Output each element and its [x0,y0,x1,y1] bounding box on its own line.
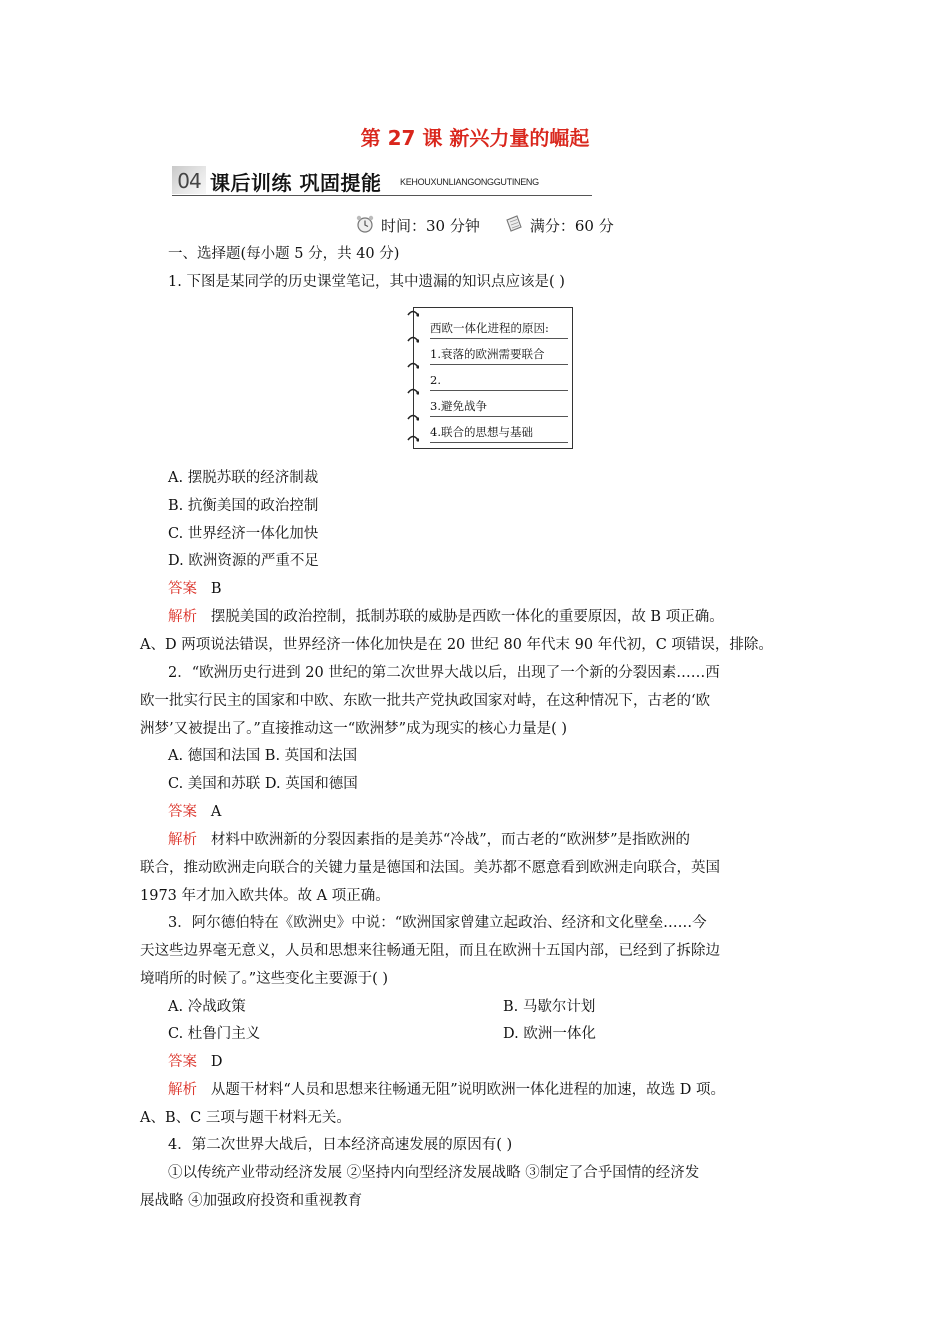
answer-value: A [210,804,222,820]
analysis-text: 材料中欧洲新的分裂因素指的是美苏“冷战”，而古老的“欧洲梦”是指欧洲的 [210,832,690,848]
banner-text: 课后训练 巩固提能 [210,171,382,195]
note-line: 2. [430,364,568,391]
note-line: 西欧一体化进程的原因: [430,312,568,339]
notebook-figure [413,307,573,449]
q1-option-a: A. 摆脱苏联的经济制裁 [168,470,319,486]
answer-value: D [210,1054,223,1070]
q3-analysis-cont: A、B、C 三项与题干材料无关。 [140,1110,351,1126]
ring-icon [407,414,419,424]
answer-label: 答案 [168,1054,197,1070]
ring-icon [407,310,419,320]
q1-option-d: D. 欧洲资源的严重不足 [168,553,319,569]
banner-subtitle: KEHOUXUNLIANGONGGUTINENG [400,177,539,187]
ring-icon [407,435,419,445]
q2-analysis-cont: 1973 年才加入欧共体。故 A 项正确。 [140,888,390,904]
q2-answer [168,800,221,821]
answer-value: B [210,581,222,597]
exam-meta [355,214,614,238]
q1-analysis [168,605,724,626]
banner-rule [172,195,592,196]
q3-answer [168,1050,222,1071]
page-title: 第 27 课 新兴力量的崛起 [360,126,590,150]
analysis-label: 解析 [168,609,197,625]
time-limit: 时间：30 分钟 [381,217,480,235]
q3-stem: 3．阿尔德伯特在《欧洲史》中说：“欧洲国家曾建立起政治、经济和文化壁垒……今 [168,915,707,931]
analysis-label: 解析 [168,1082,197,1098]
clock-icon [355,214,375,238]
note-line: 1.衰落的欧洲需要联合 [430,338,568,365]
answer-label: 答案 [168,581,197,597]
q3-option-d: D. 欧洲一体化 [503,1026,596,1042]
q2-stem-cont: 欧一批实行民主的国家和中欧、东欧一批共产党执政国家对峙，在这种情况下，古老的‘欧 [140,693,711,709]
q2-stem: 2．“欧洲历史行进到 20 世纪的第二次世界大战以后，出现了一个新的分裂因素……西 [168,665,720,681]
q2-options-ab: A. 德国和法国 B. 英国和法国 [168,748,358,764]
note-line: 3.避免战争 [430,390,568,417]
analysis-text: 从题干材料“人员和思想来往畅通无阻”说明欧洲一体化进程的加速，故选 D 项。 [210,1082,725,1098]
q2-analysis-cont: 联合，推动欧洲走向联合的关键力量是德国和法国。美苏都不愿意看到欧洲走向联合，英国 [140,860,720,876]
q1-answer [168,577,221,598]
q2-analysis [168,828,690,849]
section-heading: 一、选择题(每小题 5 分，共 40 分) [168,246,400,262]
q3-option-b: B. 马歇尔计划 [503,999,596,1015]
q4-options-cont: 展战略 ④加强政府投资和重视教育 [140,1193,363,1209]
ring-icon [407,336,419,346]
q1-option-b: B. 抗衡美国的政治控制 [168,498,319,514]
section-banner [172,166,592,196]
q1-stem: 1. 下图是某同学的历史课堂笔记，其中遗漏的知识点应该是( ) [168,274,565,290]
q3-stem-cont: 境哨所的时候了。”这些变化主要源于( ) [140,971,389,987]
answer-label: 答案 [168,804,197,820]
paper-icon [504,214,524,238]
ring-icon [407,388,419,398]
banner-number: 04 [172,166,206,194]
q3-option-c: C. 杜鲁门主义 [168,1026,261,1042]
q3-analysis [168,1078,725,1099]
q2-stem-cont: 洲梦’又被提出了。”直接推动这一“欧洲梦”成为现实的核心力量是( ) [140,721,568,737]
q1-analysis-cont: A、D 两项说法错误，世界经济一体化加快是在 20 世纪 80 年代末 90 年代初，C 项错误，排除。 [140,637,773,653]
analysis-label: 解析 [168,832,197,848]
note-line: 4.联合的思想与基础 [430,416,568,443]
full-score: 满分：60 分 [529,217,614,235]
q1-option-c: C. 世界经济一体化加快 [168,526,319,542]
q4-options: ①以传统产业带动经济发展 ②坚持内向型经济发展战略 ③制定了合乎国情的经济发 [168,1165,700,1181]
q3-stem-cont: 天这些边界毫无意义，人员和思想来往畅通无阻，而且在欧洲十五国内部，已经到了拆除边 [140,943,720,959]
analysis-text: 摆脱美国的政治控制，抵制苏联的威胁是西欧一体化的重要原因，故 B 项正确。 [210,609,724,625]
q3-option-a: A. 冷战政策 [168,999,246,1015]
q4-stem: 4．第二次世界大战后，日本经济高速发展的原因有( ) [168,1137,513,1153]
ring-icon [407,362,419,372]
q2-options-cd: C. 美国和苏联 D. 英国和德国 [168,776,358,792]
